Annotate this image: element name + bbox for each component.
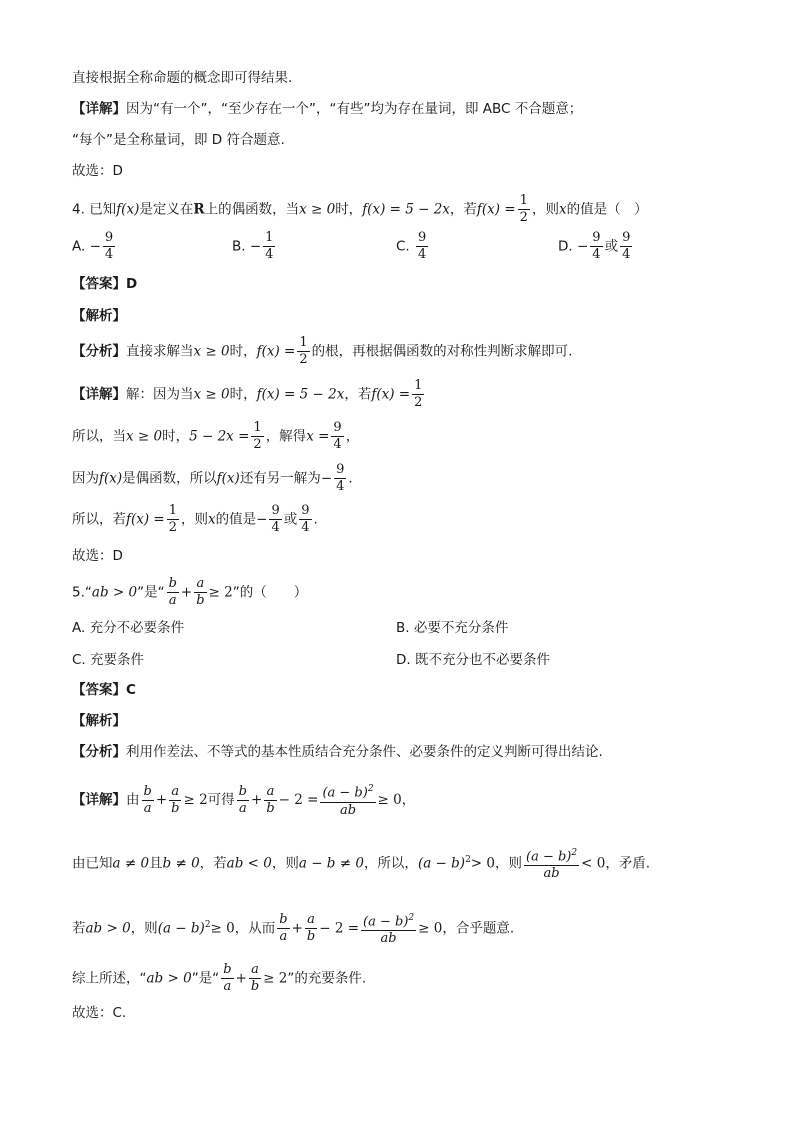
q5-jiexi: 【解析】 (72, 713, 126, 729)
q4-option-b: B. − $\frac{1}{4}$ (232, 230, 274, 262)
frac-1-2: $\frac{1}{2}$ (519, 193, 528, 225)
q5-option-a: A. 充分不必要条件 (72, 620, 185, 636)
q4-jiexi: 【解析】 (72, 308, 126, 324)
q5-detail-3: 若ab > 0，则$(a - b)^2\ge 0$，从而 $\frac{b}{a}$ + $\frac{a}{b}$ − 2 = $\frac{(a - b)^2}{ab}$ ≥ 0，合乎题意. (72, 905, 754, 949)
q5-stem: 5.“ab > 0”是“ $\frac{b}{a}$ + $\frac{a}{b}$ ≥ 2”的（ ） (72, 576, 308, 608)
q4-detail-4: 所以，若f(x) = $\frac{1}{2}$ ，则x的值是− $\frac{9}{4}$ 或 $\frac{9}{4}$ . (72, 503, 318, 535)
p3-line3: “每个”是全称量词，即 D 符合题意. (72, 132, 285, 148)
q4-option-a: A. − $\frac{9}{4}$ (72, 230, 114, 262)
q5-answer: 【答案】C (72, 682, 136, 698)
q5-option-c: C. 充要条件 (72, 652, 145, 668)
q4-stem: 4. 已知f(x)是定义在R上的偶函数，当x ≥ 0时，f(x) = 5 − 2x，若f(x) = $\frac{1}{2}$ ，则x的值是（ ） (72, 193, 648, 225)
q4-detail-1: 【详解】解：因为当x ≥ 0时，f(x) = 5 − 2x，若f(x) = $\frac{1}{2}$ (72, 378, 423, 410)
q5-option-d: D. 既不充分也不必要条件 (396, 652, 550, 668)
q5-analysis: 【分析】利用作差法、不等式的基本性质结合充分条件、必要条件的定义判断可得出结论. (72, 744, 603, 760)
q4-option-c: C. $\frac{9}{4}$ (396, 230, 427, 262)
q5-end: 故选：C. (72, 1005, 127, 1021)
p3-line4: 故选：D (72, 163, 123, 179)
q4-detail-3: 因为f(x)是偶函数，所以f(x)还有另一解为− $\frac{9}{4}$ . (72, 462, 353, 494)
q4-option-d: D. − $\frac{9}{4}$ 或 $\frac{9}{4}$ (558, 230, 631, 262)
q5-detail-2: 由已知a ≠ 0且b ≠ 0，若ab < 0，则a − b ≠ 0，所以，$(a - b)^2> 0$，则 $\frac{(a - b)^2}{ab}$ < 0，矛盾. (72, 840, 754, 884)
q5-detail-4: 综上所述，“ab > 0”是“ $\frac{b}{a}$ + $\frac{a}{b}$ ≥ 2”的充要条件. (72, 962, 367, 994)
q5-detail-1: 【详解】由 $\frac{b}{a}$ + $\frac{a}{b}$ ≥ 2可得 $\frac{b}{a}$ + $\frac{a}{b}$ − 2 = $\frac{(a - b)^2}{ab}$ ≥ 0， (72, 780, 754, 820)
q4-answer: 【答案】D (72, 276, 138, 292)
q4-analysis: 【分析】直接求解当x ≥ 0时，f(x) = $\frac{1}{2}$ 的根，再根据偶函数的对称性判断求解即可. (72, 335, 573, 367)
q4-end: 故选：D (72, 548, 123, 564)
p3-line1: 直接根据全称命题的概念即可得结果. (72, 70, 293, 86)
q5-option-b: B. 必要不充分条件 (396, 620, 509, 636)
p3-line2: 【详解】因为“有一个”，“至少存在一个”，“有些”均为存在量词，即 ABC 不合题意； (72, 101, 583, 117)
q4-detail-2: 所以，当x ≥ 0时，5 − 2x = $\frac{1}{2}$ ，解得x = $\frac{9}{4}$ ， (72, 420, 360, 452)
